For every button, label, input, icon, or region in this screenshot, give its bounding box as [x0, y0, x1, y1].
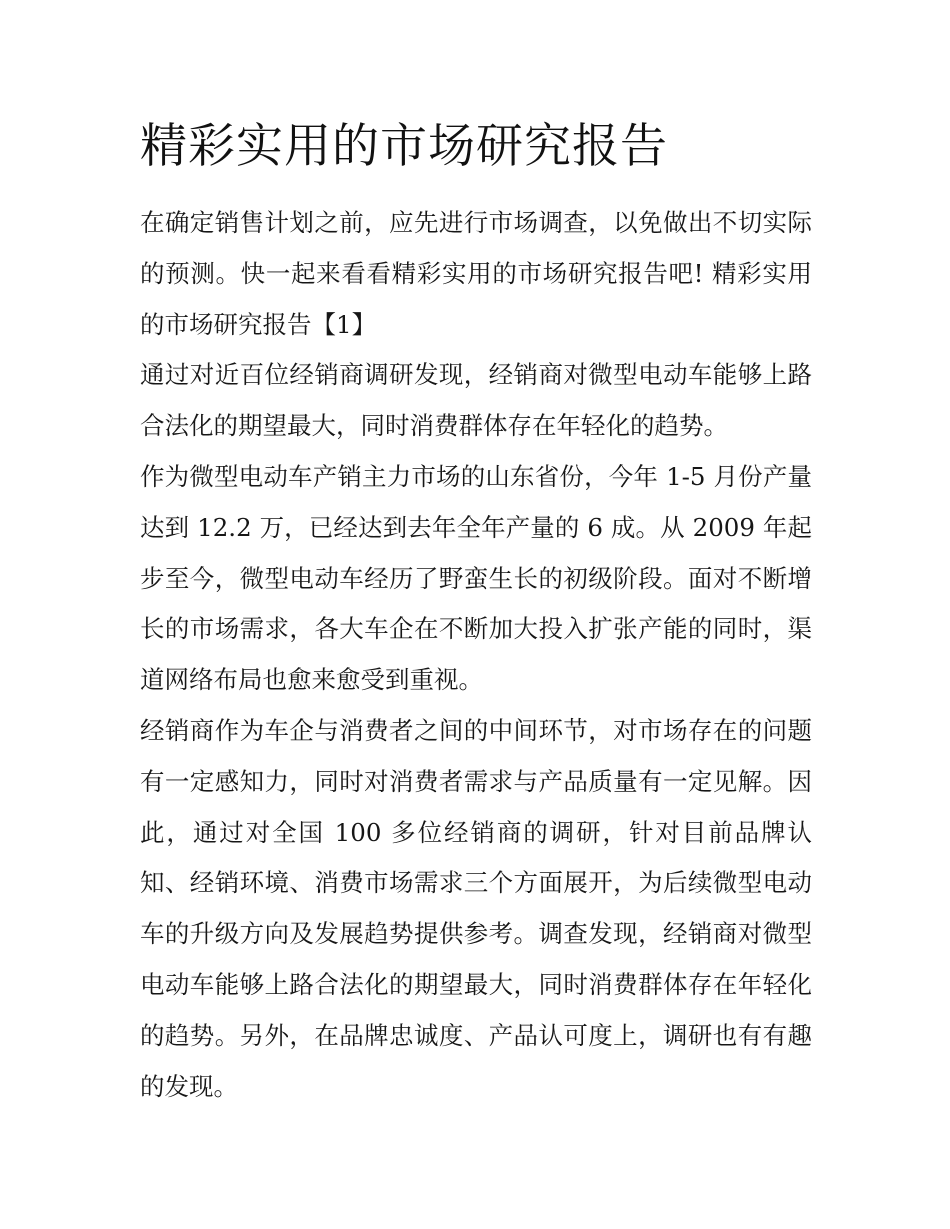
paragraph-dealer-research: 经销商作为车企与消费者之间的中间环节，对市场存在的问题有一定感知力，同时对消费者需求与产品质量有一定见解。因此，通过对全国 100 多位经销商的调研，针对目前品牌认知、经销环境、消费市场需求三个方面展开，为后续微型电动车的升级方向及发展趋势提供参考。调查发现，经销商对微型电动车能够上路合法化的期望最大，同时消费群体存在年轻化的趋势。另外，在品牌忠诚度、产品认可度上，调研也有有趣的发现。 — [140, 715, 812, 1101]
paragraph-intro: 在确定销售计划之前，应先进行市场调查，以免做出不切实际的预测。快一起来看看精彩实用的市场研究报告吧! 精彩实用的市场研究报告【1】 — [140, 208, 812, 339]
paragraph-survey-summary: 通过对近百位经销商调研发现，经销商对微型电动车能够上路合法化的期望最大，同时消费群体存在年轻化的趋势。 — [140, 360, 812, 441]
document-body — [140, 198, 812, 1112]
paragraph-shandong-market: 作为微型电动车产销主力市场的山东省份，今年 1-5 月份产量达到 12.2 万，已经达到去年全年产量的 6 成。从 2009 年起步至今，微型电动车经历了野蛮生长的初级阶段。面对不断增长的市场需求，各大车企在不断加大投入扩张产能的同时，渠道网络布局也愈来愈受到重视。 — [140, 461, 812, 695]
document-title: 精彩实用的市场研究报告 — [140, 119, 668, 174]
